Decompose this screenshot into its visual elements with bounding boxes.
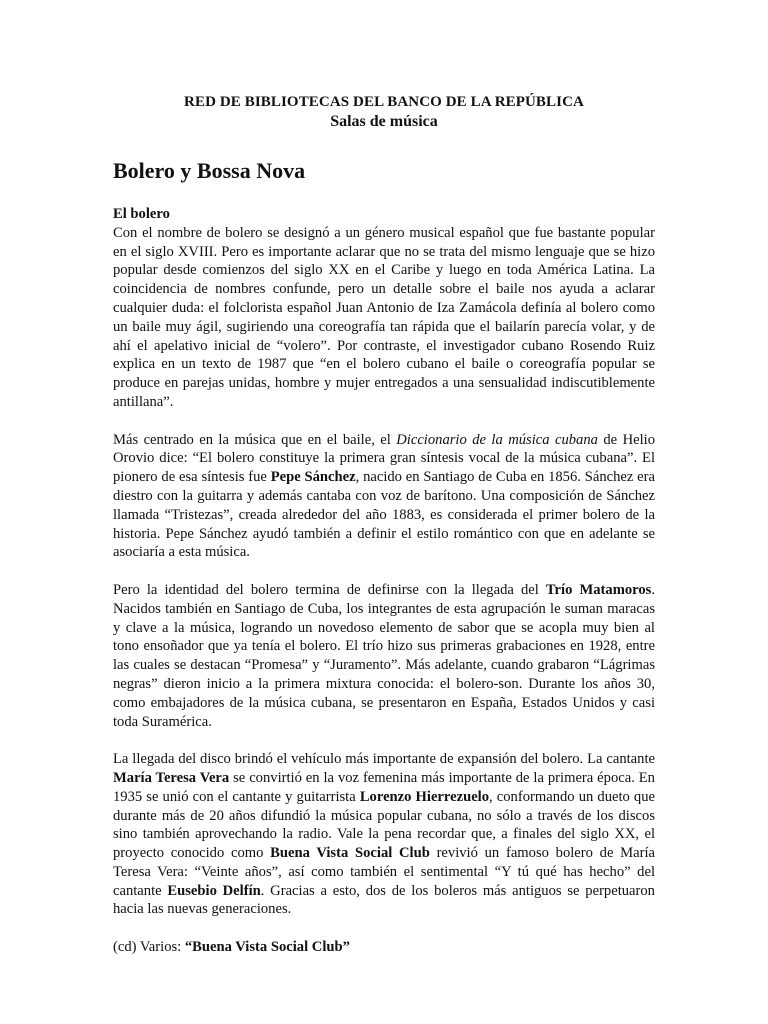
album-title: “Buena Vista Social Club”	[184, 939, 350, 956]
library-subheader: Salas de música	[330, 113, 438, 130]
book-title: Diccionario de la música cubana	[396, 431, 598, 448]
paragraph-2-text: de Helio Orovio dice: “El bolero constituye la primera gran síntesis vocal de la música cubana”. El pionero de esa síntesis fue	[113, 431, 655, 486]
page-title: Bolero y Bossa Nova	[113, 158, 306, 183]
paragraph-4-text: se convirtió en la voz femenina más importante de la primera época. En 1935 se unió con el cantante y guitarrista	[113, 769, 655, 805]
paragraph-4	[113, 750, 655, 919]
highlight-name: Eusebio Delfín	[167, 882, 261, 899]
cd-reference	[113, 938, 655, 957]
paragraph-1: Con el nombre de bolero se designó a un género musical español que fue bastante popular en el siglo XVIII. Pero es importante aclarar que no se trata del mismo lenguaje que se hizo popular desde comienzos del siglo XX en el Caribe y luego en toda América Latina. La coincidencia de nombres confunde, pero un detalle sobre el baile nos ayuda a aclarar cualquier duda: el folclorista español Juan Antonio de Iza Zamácola definía al bolero como un baile muy ágil, sugiriendo una coreografía tan rápida que el bailarín parecía volar, y de ahí el apelativo inicial de “volero”. Por contraste, el investigador cubano Rosendo Ruiz explica en un texto de 1987 que “en el bolero cubano el baile o coreografía popular se produce en parejas unidas, hombre y mujer entregados a una sensualidad indiscutiblemente antillana”.	[113, 224, 655, 410]
cd-prefix: (cd) Varios:	[113, 939, 185, 956]
paragraph-2-text: , nacido en Santiago de Cuba en 1856. Sánchez era diestro con la guitarra y además cantaba con voz de barítono. Una composición de Sánchez llamada “Tristezas”, creada alrededor del año 1883, es considerada el primer bolero de la historia. Pepe Sánchez ayudó también a definir el estilo romántico con que en adelante se asociaría a esta música.	[113, 469, 655, 561]
paragraph-4-text: revivió un famoso bolero de María Teresa Vera: “Veinte años”, así como también el sentimental “Y tú qué has hecho” del cantante	[113, 845, 656, 899]
paragraph-3-text: Pero la identidad del bolero termina de definirse con la llegada del	[113, 581, 546, 598]
paragraph-2	[113, 431, 655, 563]
article-body	[113, 205, 655, 957]
highlight-name: María Teresa Vera	[113, 769, 230, 786]
highlight-name: Buena Vista Social Club	[270, 845, 430, 862]
paragraph-3	[113, 581, 655, 731]
highlight-name: Trío Matamoros	[545, 581, 652, 598]
library-header: RED DE BIBLIOTECAS DEL BANCO DE LA REPÚBLICA	[184, 94, 584, 110]
section-heading: El bolero	[113, 206, 170, 222]
paragraph-4-text: La llegada del disco brindó el vehículo más importante de expansión del bolero. La cantante	[113, 751, 655, 768]
highlight-name: Pepe Sánchez	[270, 469, 356, 486]
paragraph-4-text: . Gracias a esto, dos de los boleros más antiguos se perpetuaron hacia las nuevas generaciones.	[113, 882, 655, 918]
paragraph-3-text: . Nacidos también en Santiago de Cuba, los integrantes de esta agrupación le suman maracas y clave a la música, logrando un novedoso elemento de sabor que se acopla muy bien al tono ensoñador que ya tenía el bolero. El trío hizo sus primeras grabaciones en 1928, entre las cuales se destacan “Promesa” y “Juramento”. Más adelante, cuando grabaron “Lágrimas negras” dieron inicio a la primera mixtura conocida: el bolero-son. Durante los años 30, como embajadores de la música cubana, se presentaron en España, Estados Unidos y casi toda Suramérica.	[113, 581, 655, 730]
highlight-name: Lorenzo Hierrezuelo	[359, 788, 490, 805]
paragraph-4-text: , conformando un dueto que durante más de 20 años difundió la música popular cubana, no sólo a través de los discos sino también aprovechando la radio. Vale la pena recordar que, a finales del siglo XX, el proyecto conocido como	[113, 788, 655, 862]
paragraph-2-text: Más centrado en la música que en el baile, el	[113, 431, 397, 448]
